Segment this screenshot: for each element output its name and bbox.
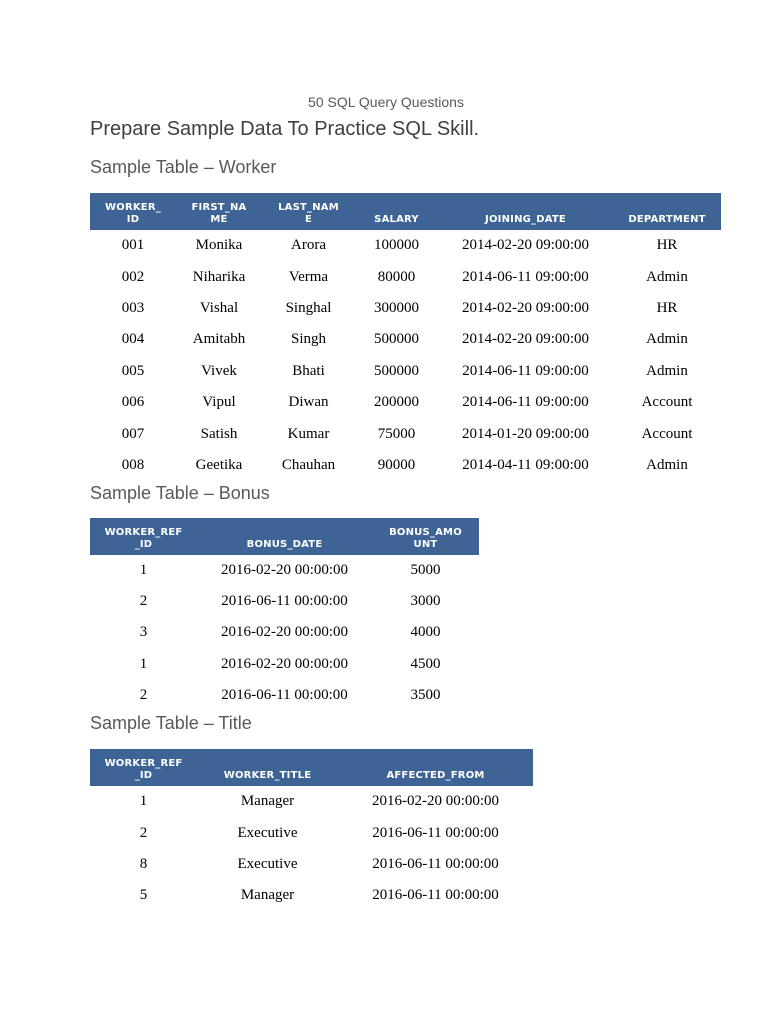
worker-table-cell: 006	[121, 394, 145, 411]
title-table-cell: 1	[139, 793, 148, 810]
bonus-table-column-header: BONUS_AMO UNT	[372, 518, 479, 555]
title-table-cell: 2	[139, 824, 148, 841]
worker-table-column-header: JOINING_DATE	[438, 193, 613, 230]
worker-table-cell: 007	[121, 425, 145, 442]
bonus-table-header-row	[90, 518, 479, 555]
worker-table-cell: Amitabh	[192, 331, 246, 348]
worker-table-cell: Singhal	[285, 299, 332, 316]
bonus-table-cell: 1	[139, 562, 148, 579]
worker-table-row	[90, 230, 721, 261]
bonus-table	[90, 518, 479, 711]
worker-table-cell: Diwan	[288, 394, 329, 411]
worker-table-row	[90, 261, 721, 292]
worker-table-cell: Vishal	[199, 299, 239, 316]
worker-table-cell: 2014-06-11 09:00:00	[462, 394, 589, 411]
title-table-column-header: AFFECTED_FROM	[338, 749, 533, 786]
bonus-table-row	[90, 649, 479, 680]
worker-section-heading: Sample Table – Worker	[90, 157, 277, 177]
worker-table-column-header: WORKER_ ID	[90, 193, 176, 230]
title-table-cell: Executive	[237, 824, 298, 841]
worker-table-cell: 500000	[374, 362, 419, 379]
bonus-table-row	[90, 680, 479, 711]
worker-table-cell: Singh	[290, 331, 326, 348]
bonus-table-cell: 4000	[410, 624, 441, 641]
worker-table-column-header: SALARY	[355, 193, 438, 230]
worker-table-cell: Geetika	[195, 456, 243, 473]
bonus-table-cell: 1	[139, 655, 148, 672]
bonus-table-cell: 2	[139, 686, 148, 703]
worker-table-cell: Vipul	[202, 394, 236, 411]
worker-table-cell: 005	[121, 362, 145, 379]
worker-table-cell: 300000	[374, 299, 419, 316]
title-table-cell: 2016-06-11 00:00:00	[372, 824, 499, 841]
worker-table-cell: Arora	[291, 237, 326, 254]
title-table-cell: 2016-02-20 00:00:00	[371, 793, 500, 810]
worker-table-row	[90, 324, 721, 355]
worker-table-cell: 2014-02-20 09:00:00	[461, 299, 590, 316]
worker-table-cell: Vivek	[201, 362, 237, 379]
worker-table-cell: 80000	[377, 268, 416, 285]
title-table-cell: Manager	[240, 793, 295, 810]
worker-table-cell: Admin	[646, 362, 688, 379]
bonus-table-cell: 2	[139, 593, 148, 610]
bonus-table-cell: 4500	[410, 655, 441, 672]
worker-table-cell: Chauhan	[281, 456, 336, 473]
worker-table-cell: 2014-06-11 09:00:00	[462, 268, 589, 285]
bonus-table-cell: 3000	[410, 593, 441, 610]
title-table-row	[90, 817, 533, 848]
bonus-table-row	[90, 555, 479, 586]
title-section-heading: Sample Table – Title	[90, 713, 252, 733]
title-table-column-header: WORKER_TITLE	[197, 749, 338, 786]
title-table	[90, 749, 533, 912]
worker-table-cell: Verma	[288, 268, 329, 285]
worker-table-column-header: LAST_NAM E	[262, 193, 355, 230]
worker-table-cell: Account	[641, 394, 693, 411]
bonus-table-cell: 2016-02-20 00:00:00	[220, 562, 349, 579]
worker-table-cell: 2014-04-11 09:00:00	[462, 456, 589, 473]
worker-table-cell: Admin	[646, 331, 688, 348]
worker-table-cell: 500000	[374, 331, 419, 348]
title-table-row	[90, 849, 533, 880]
bonus-table-row	[90, 586, 479, 617]
worker-table-cell: Satish	[200, 425, 238, 442]
worker-table-header-row	[90, 193, 721, 230]
worker-table-cell: 003	[121, 299, 145, 316]
title-table-cell: 2016-06-11 00:00:00	[372, 855, 499, 872]
worker-table-cell: 004	[121, 331, 145, 348]
worker-table-cell: Bhati	[292, 362, 325, 379]
bonus-table-cell: 2016-06-11 00:00:00	[221, 686, 348, 703]
document-title: 50 SQL Query Questions	[308, 94, 464, 110]
worker-table-column-header: FIRST_NA ME	[176, 193, 262, 230]
worker-table-cell: Niharika	[192, 268, 246, 285]
worker-table-cell: HR	[656, 299, 678, 316]
worker-table-row	[90, 293, 721, 324]
worker-table-column-header: DEPARTMENT	[613, 193, 721, 230]
worker-table-cell: 90000	[377, 456, 416, 473]
worker-table-cell: 008	[121, 456, 145, 473]
worker-table-row	[90, 387, 721, 418]
worker-table-cell: 75000	[377, 425, 416, 442]
worker-table-cell: Kumar	[287, 425, 330, 442]
worker-table-cell: HR	[656, 237, 678, 254]
bonus-table-row	[90, 617, 479, 648]
worker-table-row	[90, 450, 721, 481]
worker-table	[90, 193, 721, 481]
worker-table-cell: Account	[641, 425, 693, 442]
worker-table-cell: 002	[121, 268, 145, 285]
bonus-table-column-header: WORKER_REF _ID	[90, 518, 197, 555]
worker-table-row	[90, 356, 721, 387]
bonus-section-heading: Sample Table – Bonus	[90, 483, 270, 503]
worker-table-cell: 2014-01-20 09:00:00	[461, 425, 590, 442]
worker-table-cell: 2014-02-20 09:00:00	[461, 331, 590, 348]
worker-table-cell: Admin	[646, 268, 688, 285]
worker-table-row	[90, 418, 721, 449]
worker-table-cell: 001	[121, 237, 145, 254]
worker-table-cell: 100000	[374, 237, 419, 254]
title-table-row	[90, 786, 533, 817]
title-table-cell: 5	[139, 887, 148, 904]
bonus-table-column-header: BONUS_DATE	[197, 518, 372, 555]
worker-table-cell: 2014-02-20 09:00:00	[461, 237, 590, 254]
title-table-header-row	[90, 749, 533, 786]
worker-table-cell: 2014-06-11 09:00:00	[462, 362, 589, 379]
title-table-cell: Manager	[240, 887, 295, 904]
worker-table-cell: Admin	[646, 456, 688, 473]
bonus-table-cell: 3	[139, 624, 148, 641]
bonus-table-cell: 2016-02-20 00:00:00	[220, 624, 349, 641]
bonus-table-cell: 3500	[410, 686, 441, 703]
title-table-cell: Executive	[237, 855, 298, 872]
worker-table-cell: 200000	[374, 394, 419, 411]
main-heading: Prepare Sample Data To Practice SQL Skill.	[90, 118, 480, 140]
title-table-cell: 2016-06-11 00:00:00	[372, 887, 499, 904]
title-table-row	[90, 880, 533, 911]
title-table-column-header: WORKER_REF _ID	[90, 749, 197, 786]
title-table-cell: 8	[139, 855, 148, 872]
bonus-table-cell: 5000	[410, 562, 441, 579]
bonus-table-cell: 2016-02-20 00:00:00	[220, 655, 349, 672]
worker-table-cell: Monika	[195, 237, 243, 254]
bonus-table-cell: 2016-06-11 00:00:00	[221, 593, 348, 610]
